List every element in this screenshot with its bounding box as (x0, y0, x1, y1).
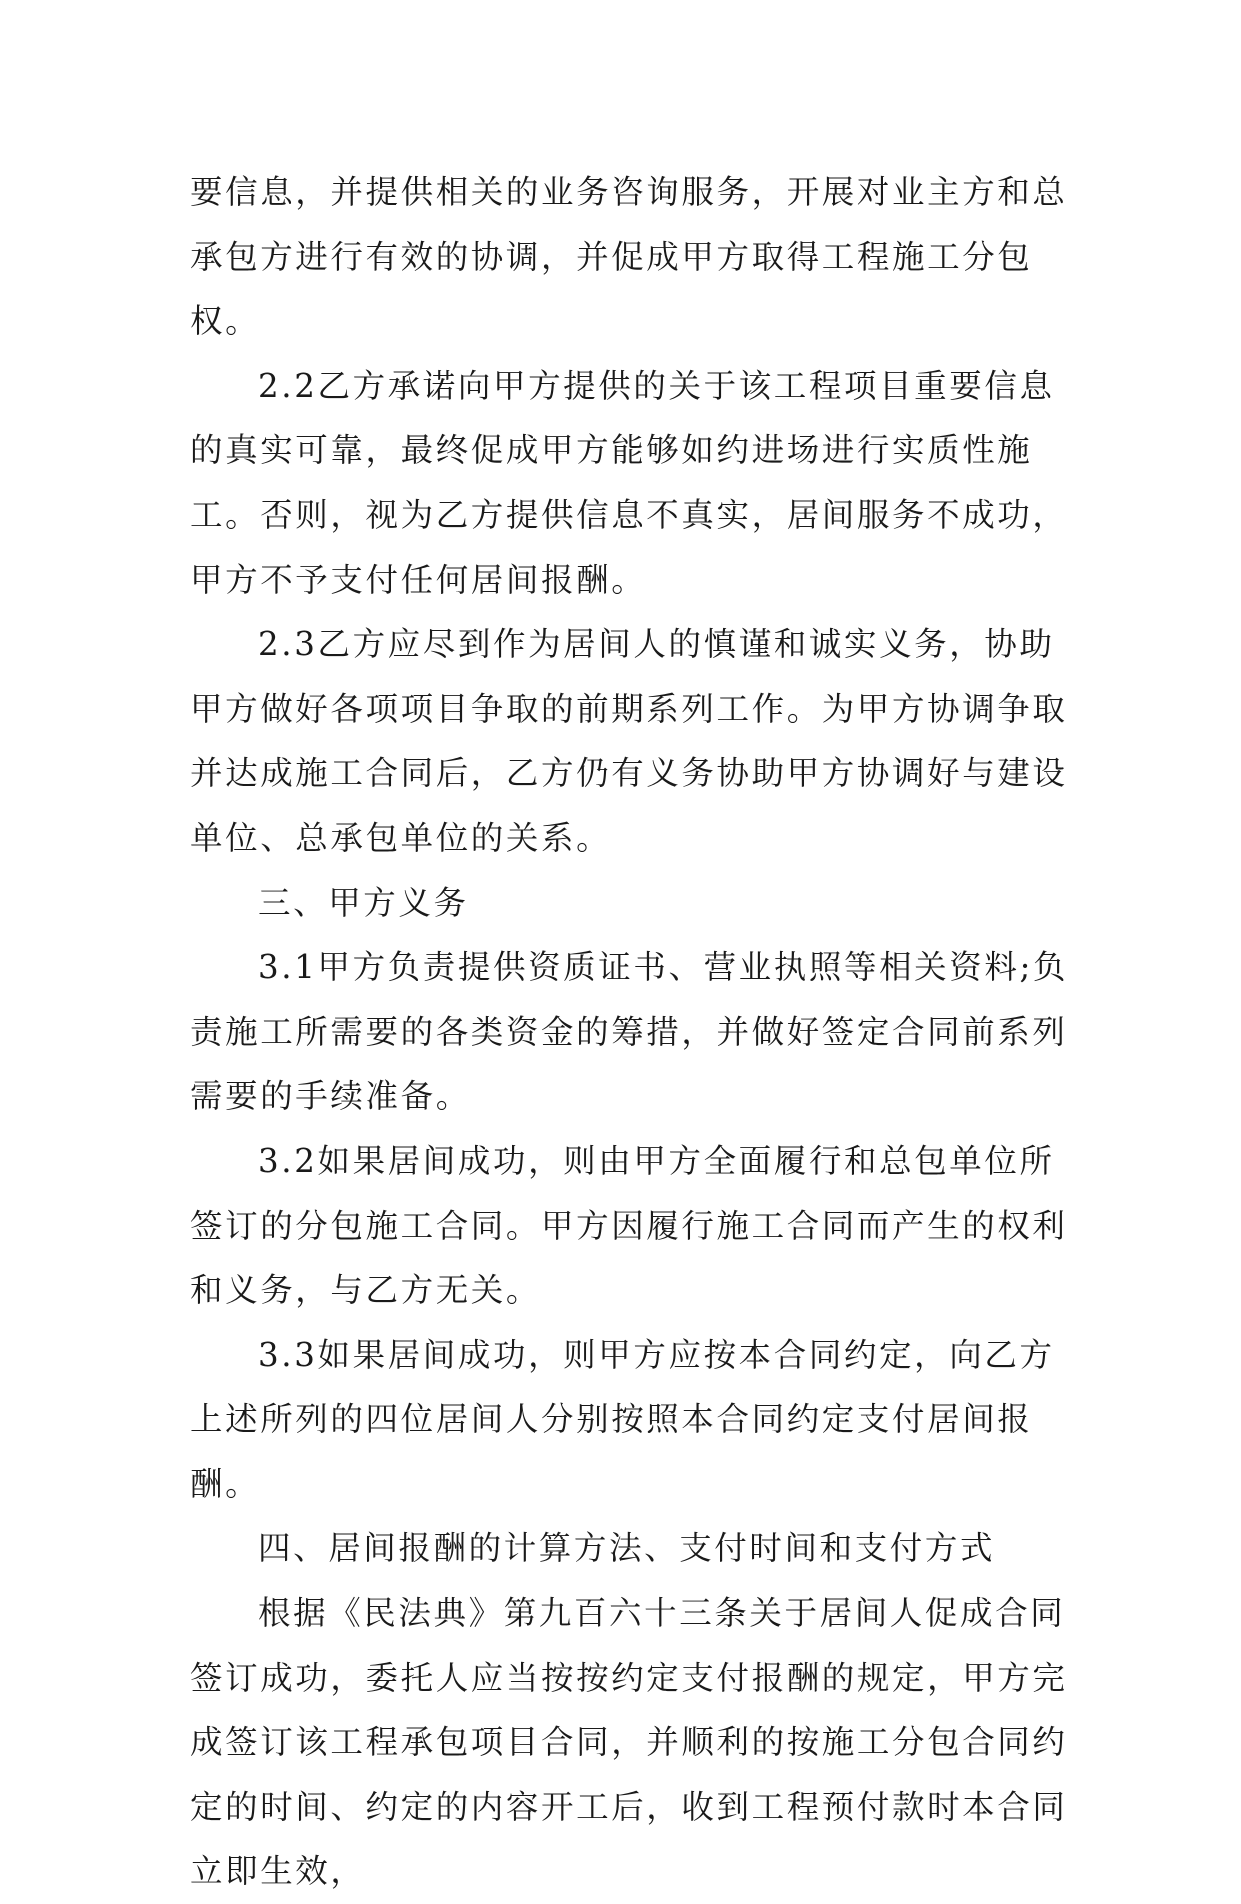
clause-2-3: 2.3乙方应尽到作为居间人的慎谨和诚实义务，协助甲方做好各项项目争取的前期系列工作。为甲方协调争取并达成施工合同后，乙方仍有义务协助甲方协调好与建设单位、总承包单位的关系。 (190, 625, 1068, 857)
paragraph-remuneration: 根据《民法典》第九百六十三条关于居间人促成合同签订成功，委托人应当按按约定支付报酬的规定，甲方完成签订该工程承包项目合同，并顺利的按施工分包合同约定的时间、约定的内容开工后，收到工程预付款时本合同立即生效， (190, 1594, 1068, 1891)
document-body (190, 160, 1070, 1904)
clause-2-2: 2.2乙方承诺向甲方提供的关于该工程项目重要信息的真实可靠，最终促成甲方能够如约进场进行实质性施工。否则，视为乙方提供信息不真实，居间服务不成功，甲方不予支付任何居间报酬。 (190, 366, 1068, 599)
clause-3-2: 3.2如果居间成功，则由甲方全面履行和总包单位所签订的分包施工合同。甲方因履行施工合同而产生的权利和义务，与乙方无关。 (190, 1141, 1068, 1310)
section-heading-4: 四、居间报酬的计算方法、支付时间和支付方式 (258, 1529, 996, 1568)
section-heading-3: 三、甲方义务 (258, 883, 469, 922)
clause-3-3: 3.3如果居间成功，则甲方应按本合同约定，向乙方上述所列的四位居间人分别按照本合同约定支付居间报酬。 (190, 1335, 1055, 1503)
clause-3-1: 3.1甲方负责提供资质证书、营业执照等相关资料;负责施工所需要的各类资金的筹措，并做好签定合同前系列需要的手续准备。 (190, 948, 1069, 1116)
paragraph-continuation: 要信息，并提供相关的业务咨询服务，开展对业主方和总承包方进行有效的协调，并促成甲方取得工程施工分包权。 (190, 173, 1068, 341)
